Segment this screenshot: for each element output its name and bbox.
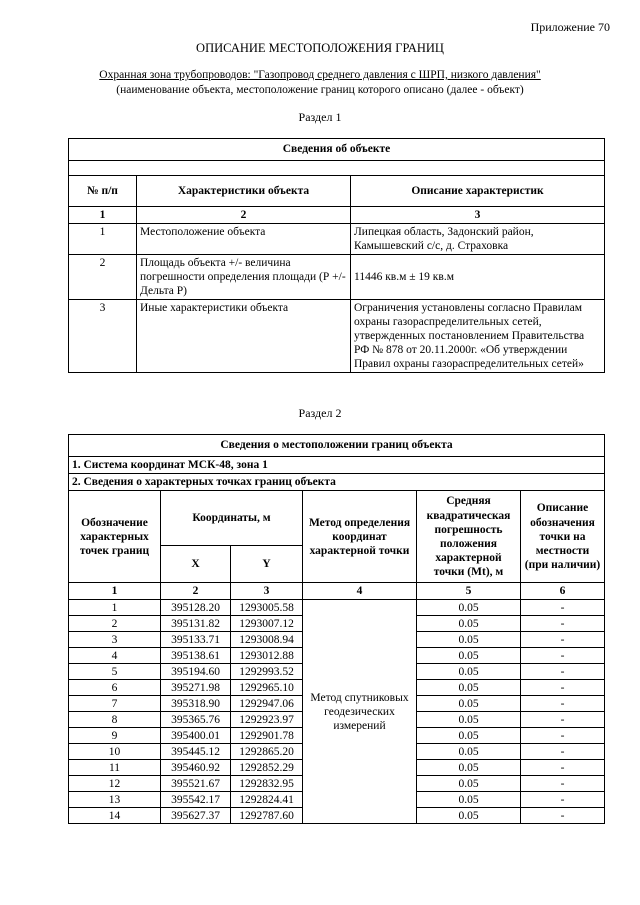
row-description: Липецкая область, Задонский район, Камышевский с/с, д. Страховка xyxy=(351,224,605,255)
point-description: - xyxy=(521,664,605,680)
point-y: 1293007.12 xyxy=(231,616,303,632)
point-error: 0.05 xyxy=(417,616,521,632)
point-x: 395128.20 xyxy=(161,600,231,616)
point-description: - xyxy=(521,808,605,824)
point-y: 1293012.88 xyxy=(231,648,303,664)
point-description: - xyxy=(521,600,605,616)
col-index: 2 xyxy=(137,207,351,224)
point-x: 395627.37 xyxy=(161,808,231,824)
points-header-row: 2. Сведения о характерных точках границ объекта xyxy=(69,474,605,491)
method-cell: Метод спутниковых геодезических измерений xyxy=(303,600,417,824)
point-error: 0.05 xyxy=(417,776,521,792)
point-y: 1292947.06 xyxy=(231,696,303,712)
point-x: 395521.67 xyxy=(161,776,231,792)
point-error: 0.05 xyxy=(417,712,521,728)
coord-system-row: 1. Система координат МСК-48, зона 1 xyxy=(69,457,605,474)
col-header-x: X xyxy=(161,546,231,583)
point-description: - xyxy=(521,744,605,760)
object-info-table xyxy=(68,138,605,373)
col-header-characteristic: Характеристики объекта xyxy=(137,176,351,207)
boundary-points-table xyxy=(68,434,605,824)
point-x: 395460.92 xyxy=(161,760,231,776)
spacer-row xyxy=(69,161,605,176)
row-characteristic: Иные характеристики объекта xyxy=(137,300,351,373)
point-description: - xyxy=(521,648,605,664)
point-x: 395138.61 xyxy=(161,648,231,664)
point-error: 0.05 xyxy=(417,744,521,760)
point-x: 395400.01 xyxy=(161,728,231,744)
object-info-title: Сведения об объекте xyxy=(69,139,605,161)
col-header-num: № п/п xyxy=(69,176,137,207)
boundary-table-title: Сведения о местоположении границ объекта xyxy=(69,435,605,457)
row-description: Ограничения установлены согласно Правилам охраны газораспределительных сетей, утвержденных постановлением Правительства РФ № 878 от 20.11.2000г. «Об утверждении Правил охраны газораспределительных сетей» xyxy=(351,300,605,373)
section-1-label: Раздел 1 xyxy=(298,110,342,124)
point-description: - xyxy=(521,696,605,712)
table-row xyxy=(69,600,605,616)
col-index: 2 xyxy=(161,583,231,600)
point-y: 1292965.10 xyxy=(231,680,303,696)
point-y: 1292832.95 xyxy=(231,776,303,792)
point-number: 13 xyxy=(69,792,161,808)
point-x: 395365.76 xyxy=(161,712,231,728)
point-description: - xyxy=(521,616,605,632)
point-error: 0.05 xyxy=(417,808,521,824)
point-description: - xyxy=(521,728,605,744)
point-y: 1292865.20 xyxy=(231,744,303,760)
point-y: 1292787.60 xyxy=(231,808,303,824)
col-index: 3 xyxy=(231,583,303,600)
point-description: - xyxy=(521,776,605,792)
point-y: 1292824.41 xyxy=(231,792,303,808)
point-number: 8 xyxy=(69,712,161,728)
row-num: 1 xyxy=(69,224,137,255)
row-characteristic: Площадь объекта +/- величина погрешности определения площади (Р +/- Дельта Р) xyxy=(137,255,351,300)
point-number: 12 xyxy=(69,776,161,792)
point-error: 0.05 xyxy=(417,792,521,808)
point-y: 1293008.94 xyxy=(231,632,303,648)
point-number: 5 xyxy=(69,664,161,680)
row-characteristic: Местоположение объекта xyxy=(137,224,351,255)
object-note: (наименование объекта, местоположение границ которого описано (далее - объект) xyxy=(116,84,524,96)
point-error: 0.05 xyxy=(417,696,521,712)
point-error: 0.05 xyxy=(417,632,521,648)
point-x: 395131.82 xyxy=(161,616,231,632)
col-header-y: Y xyxy=(231,546,303,583)
point-number: 14 xyxy=(69,808,161,824)
point-number: 11 xyxy=(69,760,161,776)
point-y: 1292852.29 xyxy=(231,760,303,776)
point-y: 1293005.58 xyxy=(231,600,303,616)
appendix-label: Приложение 70 xyxy=(530,20,610,34)
col-index: 4 xyxy=(303,583,417,600)
point-x: 395194.60 xyxy=(161,664,231,680)
col-index: 1 xyxy=(69,207,137,224)
point-number: 10 xyxy=(69,744,161,760)
point-y: 1292901.78 xyxy=(231,728,303,744)
point-number: 9 xyxy=(69,728,161,744)
col-header-error: Средняя квадратическая погрешность положения характерной точки (Mt), м xyxy=(417,491,521,583)
point-description: - xyxy=(521,632,605,648)
point-error: 0.05 xyxy=(417,600,521,616)
object-name: Охранная зона трубопроводов: "Газопровод среднего давления с ШРП, низкого давления" xyxy=(99,69,541,81)
col-header-description: Описание характеристик xyxy=(351,176,605,207)
point-x: 395318.90 xyxy=(161,696,231,712)
point-number: 2 xyxy=(69,616,161,632)
col-header-coords: Координаты, м xyxy=(161,491,303,546)
col-header-point-desc: Описание обозначения точки на местности (при наличии) xyxy=(521,491,605,583)
section-2-label: Раздел 2 xyxy=(298,406,342,420)
point-description: - xyxy=(521,760,605,776)
point-number: 6 xyxy=(69,680,161,696)
row-num: 2 xyxy=(69,255,137,300)
point-number: 4 xyxy=(69,648,161,664)
col-index: 1 xyxy=(69,583,161,600)
point-description: - xyxy=(521,792,605,808)
point-error: 0.05 xyxy=(417,664,521,680)
col-index: 6 xyxy=(521,583,605,600)
point-error: 0.05 xyxy=(417,680,521,696)
point-number: 1 xyxy=(69,600,161,616)
col-header-point: Обозначение характерных точек границ xyxy=(69,491,161,583)
point-number: 3 xyxy=(69,632,161,648)
table-row xyxy=(69,300,605,373)
point-x: 395133.71 xyxy=(161,632,231,648)
point-y: 1292923.97 xyxy=(231,712,303,728)
row-num: 3 xyxy=(69,300,137,373)
point-x: 395445.12 xyxy=(161,744,231,760)
col-index: 3 xyxy=(351,207,605,224)
point-x: 395271.98 xyxy=(161,680,231,696)
point-error: 0.05 xyxy=(417,760,521,776)
point-x: 395542.17 xyxy=(161,792,231,808)
row-description: 11446 кв.м ± 19 кв.м xyxy=(351,255,605,300)
col-header-method: Метод определения координат характерной точки xyxy=(303,491,417,583)
point-y: 1292993.52 xyxy=(231,664,303,680)
point-error: 0.05 xyxy=(417,648,521,664)
col-index: 5 xyxy=(417,583,521,600)
point-description: - xyxy=(521,712,605,728)
table-row xyxy=(69,255,605,300)
point-error: 0.05 xyxy=(417,728,521,744)
table-row xyxy=(69,224,605,255)
point-description: - xyxy=(521,680,605,696)
document-title: ОПИСАНИЕ МЕСТОПОЛОЖЕНИЯ ГРАНИЦ xyxy=(196,41,444,55)
point-number: 7 xyxy=(69,696,161,712)
